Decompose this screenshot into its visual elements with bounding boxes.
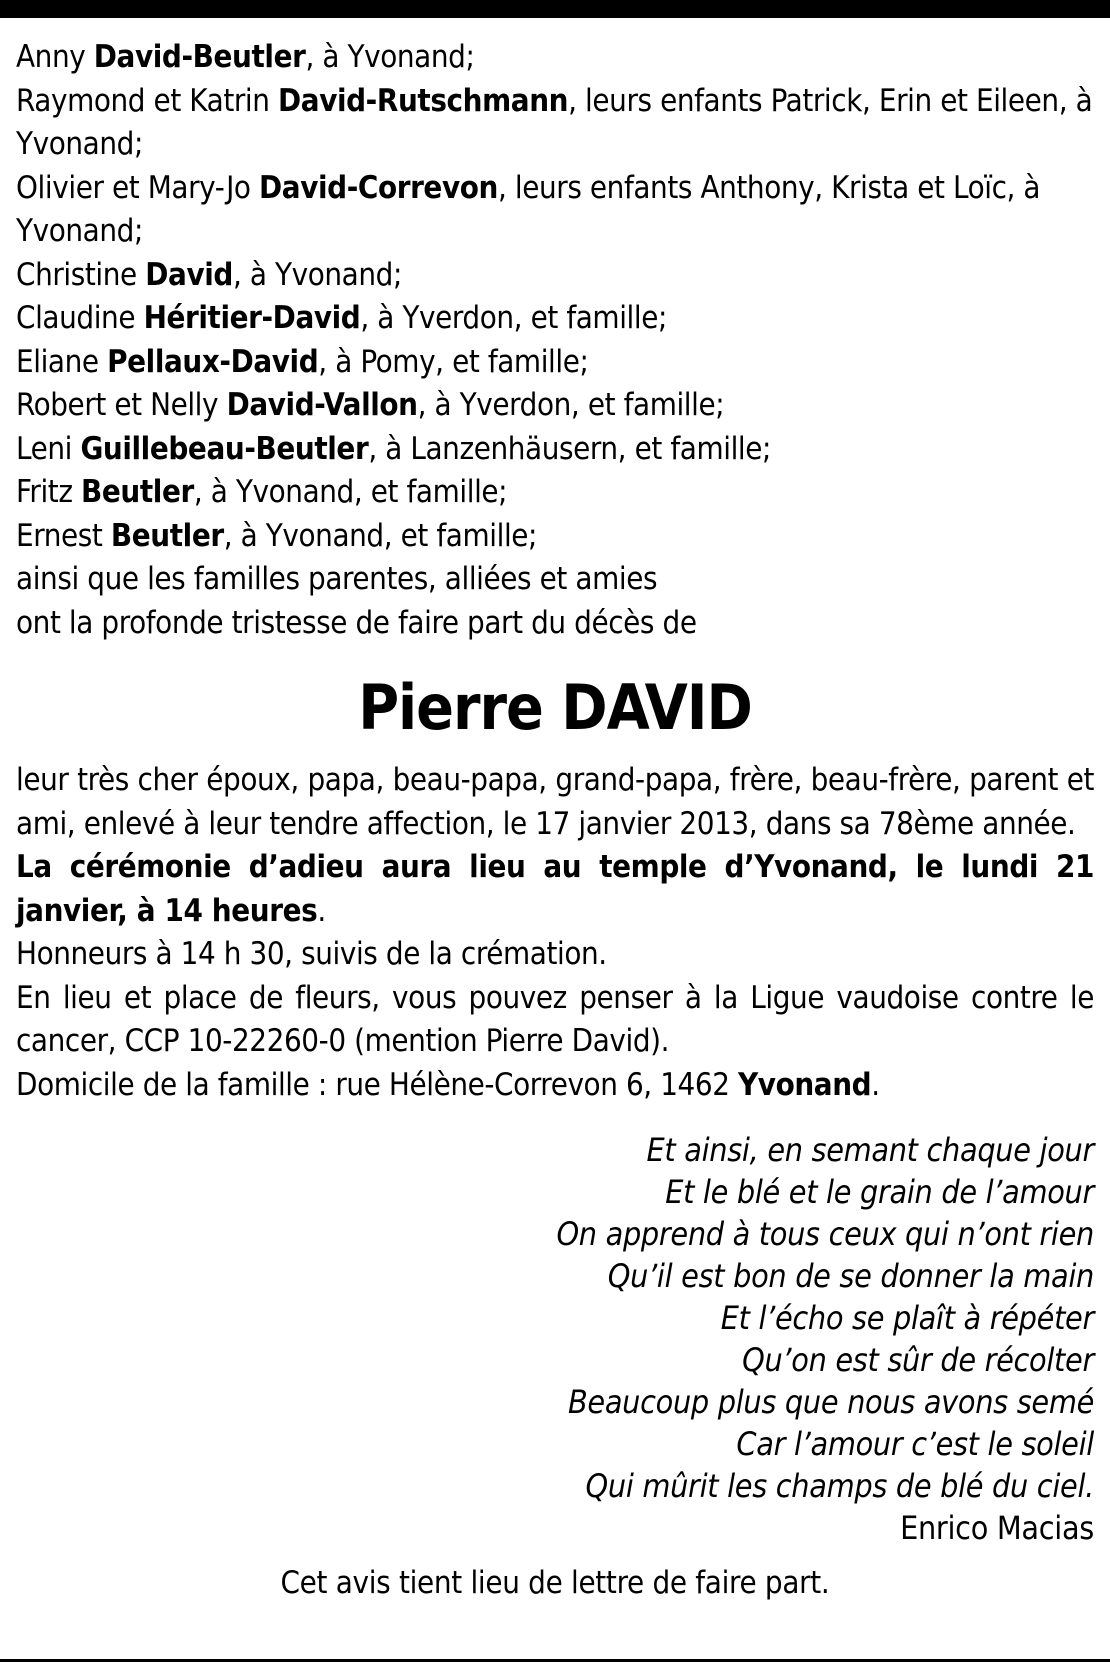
family-line: Anny David-Beutler, à Yvonand; — [16, 39, 475, 75]
poem-line: Et l’écho se plaît à répéter — [720, 1299, 1094, 1337]
family-line: Ernest Beutler, à Yvonand, et famille; — [16, 517, 538, 554]
family-surname: David-Rutschmann — [278, 82, 569, 119]
family-line: Robert et Nelly David-Vallon, à Yverdon, et famille; — [16, 387, 725, 423]
notice-content — [16, 36, 1094, 1603]
family-line: Eliane Pellaux-David, à Pomy, et famille; — [16, 343, 589, 380]
family-surname: David — [145, 256, 233, 293]
family-line: Claudine Héritier-David, à Yverdon, et famille; — [16, 300, 668, 336]
family-list — [16, 36, 1094, 645]
poem-line: Qui mûrit les champs de blé du ciel. — [585, 1467, 1094, 1505]
domicile-town: Yvonand — [738, 1066, 872, 1103]
poem-line: On apprend à tous ceux qui n’ont rien — [556, 1215, 1094, 1253]
poem-block — [16, 1129, 1094, 1549]
ceremony-details: La cérémonie d’adieu aura lieu au temple d’Yvonand, le lundi 21 janvier, à 14 heures — [16, 849, 1094, 929]
poem-line: Car l’amour c’est le soleil — [736, 1425, 1094, 1463]
top-border-rule — [0, 0, 1110, 18]
intro-line: ainsi que les familles parentes, alliées et amies — [16, 561, 658, 597]
closing-note: Cet avis tient lieu de lettre de faire part. — [280, 1565, 830, 1601]
family-line: Christine David, à Yvonand; — [16, 256, 402, 293]
family-surname: David-Vallon — [226, 387, 418, 423]
family-surname: Héritier-David — [143, 300, 361, 336]
honors-text: Honneurs à 14 h 30, suivis de la crémation. — [16, 936, 607, 972]
family-line: Leni Guillebeau-Beutler, à Lanzenhäusern, et famille; — [16, 430, 772, 467]
poem-line: Et ainsi, en semant chaque jour — [646, 1131, 1094, 1169]
domicile-text: Domicile de la famille : rue Hélène-Correvon 6, 1462 Yvonand. — [16, 1066, 880, 1103]
family-surname: David-Correvon — [259, 169, 498, 206]
family-line: Fritz Beutler, à Yvonand, et famille; — [16, 474, 508, 510]
donation-text: En lieu et place de fleurs, vous pouvez penser à la Ligue vaudoise contre le cancer, CCP 10-22260-0 (mention Pierre David). — [16, 979, 1094, 1059]
tribute-text: leur très cher époux, papa, beau-papa, grand-papa, frère, beau-frère, parent et ami, enlevé à leur tendre affection, le 17 janvier 2013, dans sa 78ème année. — [16, 762, 1094, 842]
poem-line: Beaucoup plus que nous avons semé — [567, 1383, 1094, 1421]
announcement-body — [16, 759, 1094, 1107]
ceremony-text: La cérémonie d’adieu aura lieu au temple d’Yvonand, le lundi 21 janvier, à 14 heures. — [16, 849, 1094, 929]
family-surname: Guillebeau-Beutler — [80, 430, 369, 467]
bottom-border-rule — [0, 1659, 1110, 1662]
family-line: Olivier et Mary-Jo David-Correvon, leurs enfants Anthony, Krista et Loïc, à Yvonand; — [16, 169, 1041, 249]
poem-line: Qu’on est sûr de récolter — [742, 1341, 1094, 1379]
family-surname: Beutler — [110, 517, 224, 554]
family-surname: David-Beutler — [93, 39, 306, 75]
poem-author: Enrico Macias — [900, 1509, 1094, 1547]
family-surname: Pellaux-David — [107, 343, 319, 380]
family-line: Raymond et Katrin David-Rutschmann, leurs enfants Patrick, Erin et Eileen, à Yvonand; — [16, 82, 1093, 162]
family-surname: Beutler — [81, 474, 194, 510]
poem-line: Qu’il est bon de se donner la main — [607, 1257, 1094, 1295]
intro-line: ont la profonde tristesse de faire part du décès de — [16, 604, 697, 641]
poem-line: Et le blé et le grain de l’amour — [665, 1173, 1094, 1211]
deceased-name: Pierre DAVID — [358, 671, 752, 744]
